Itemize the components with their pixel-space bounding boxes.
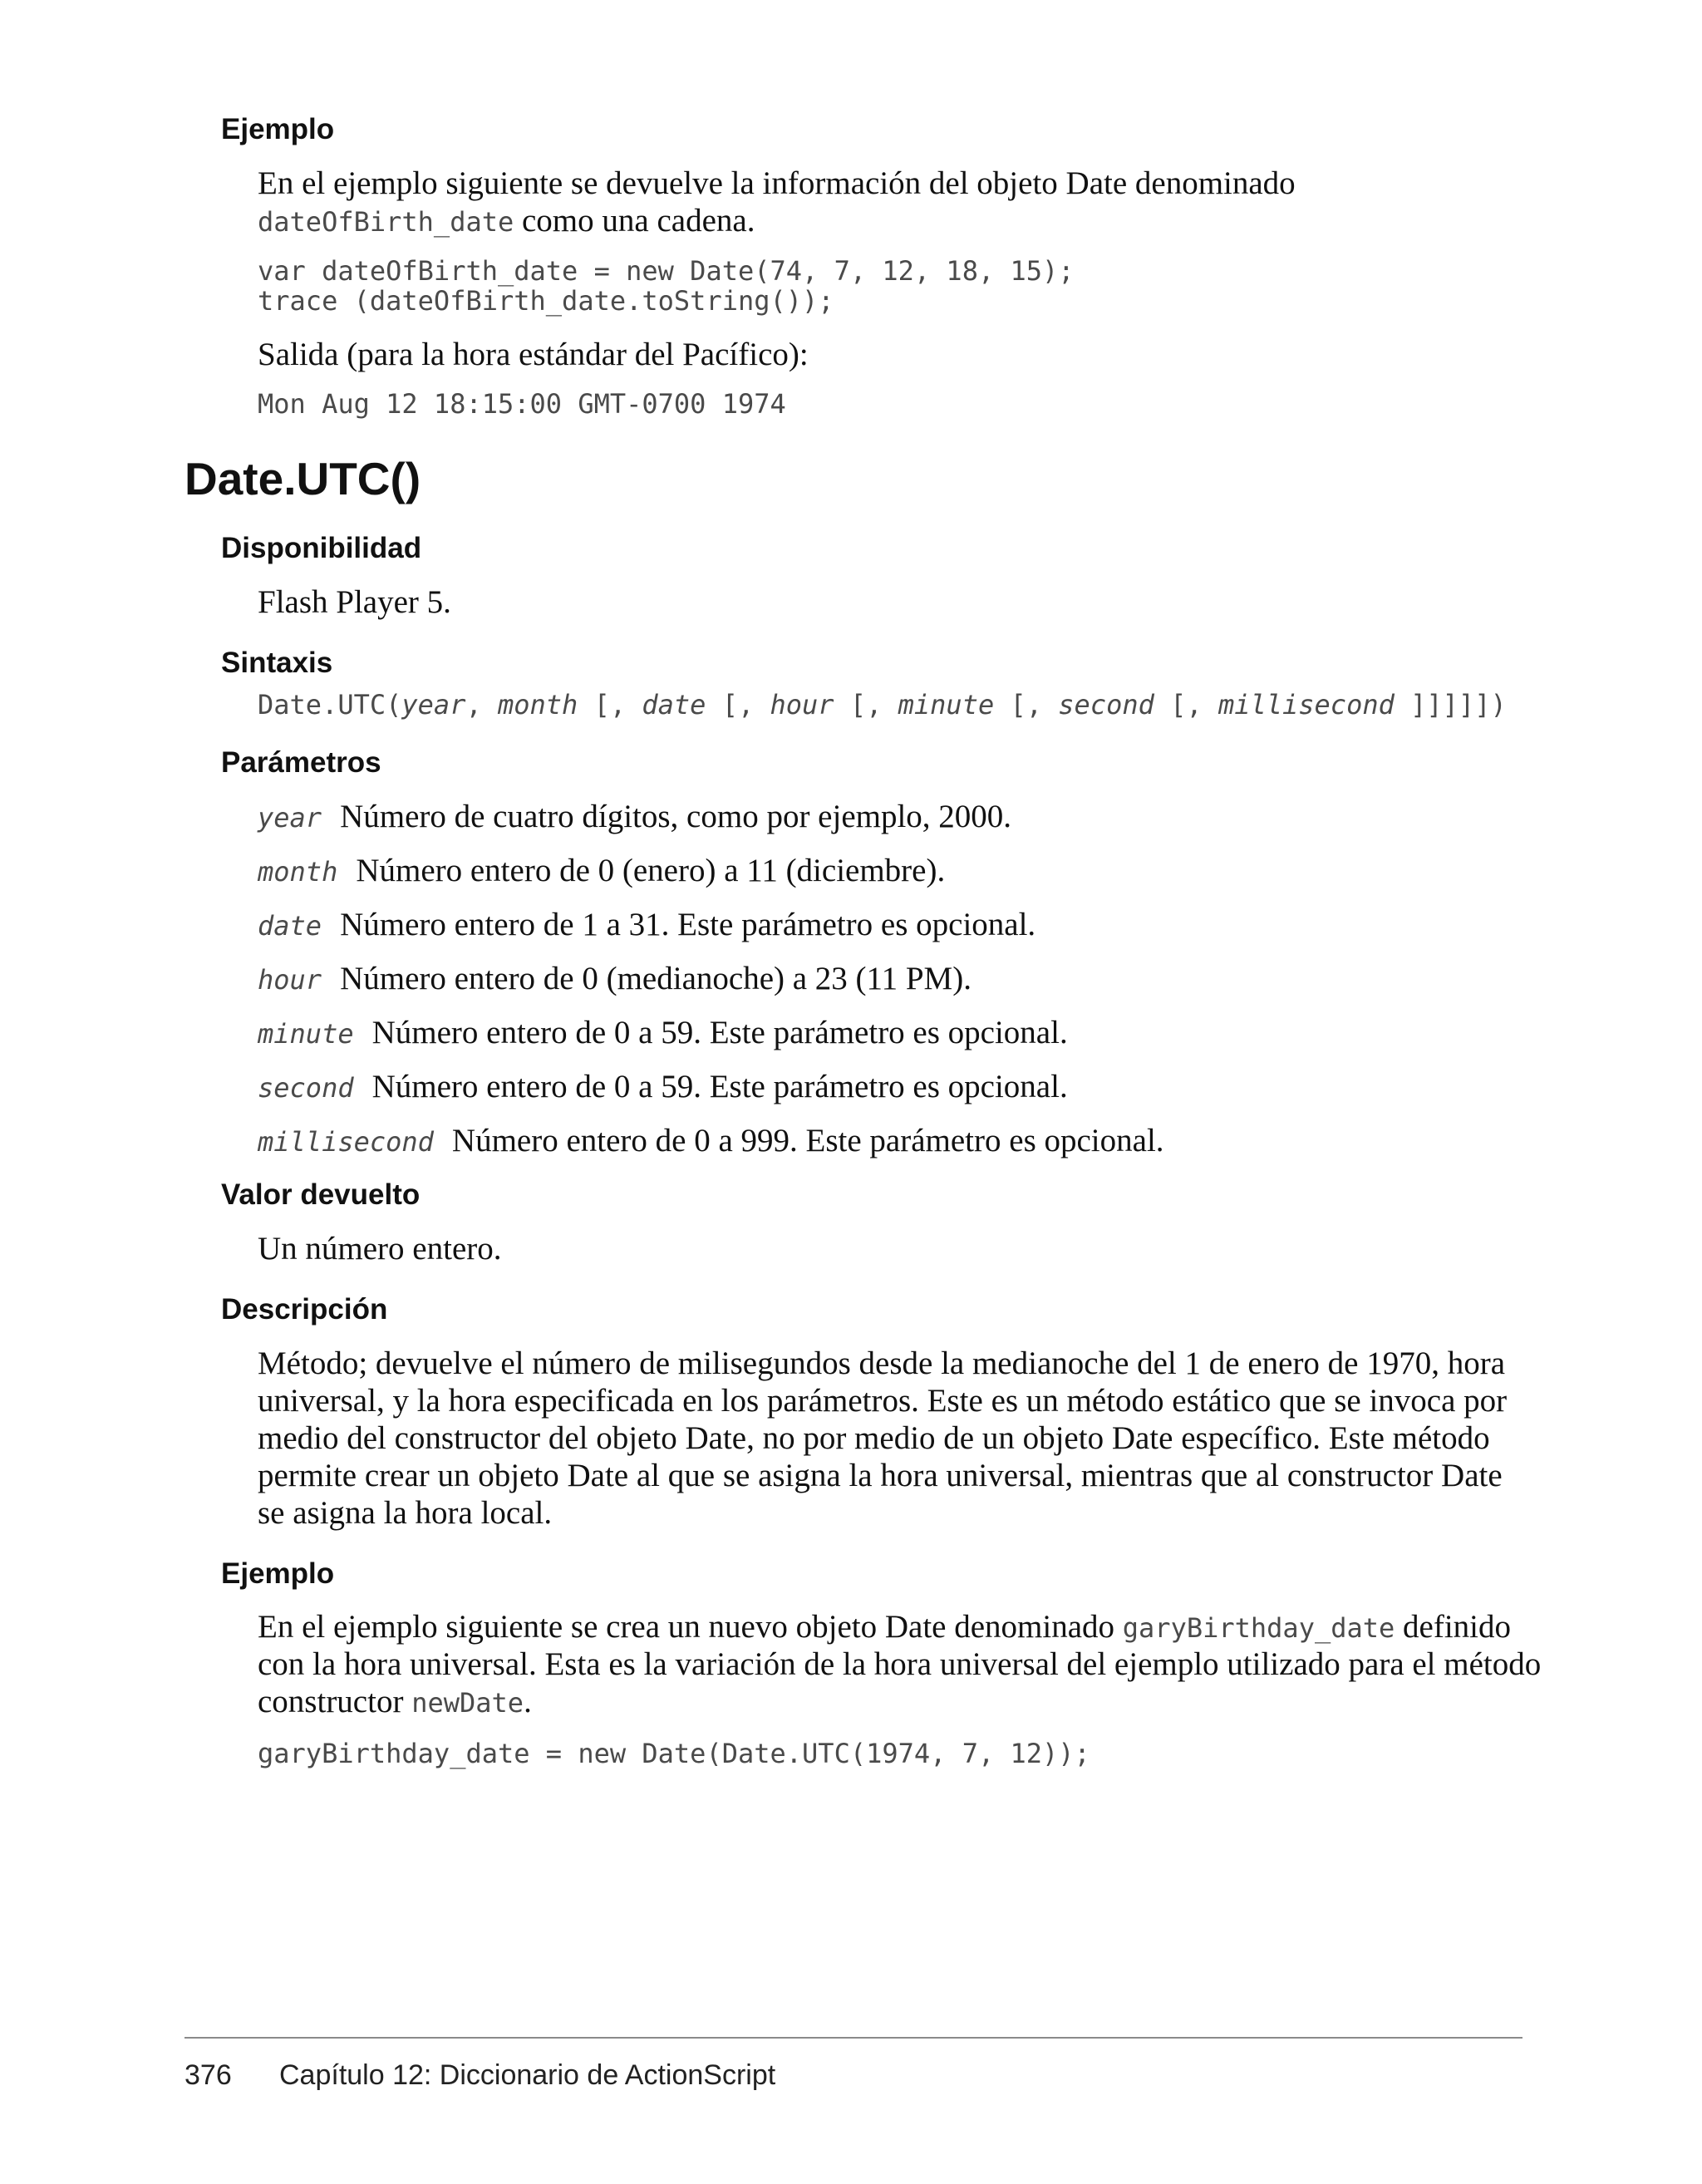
param-row-second	[258, 1068, 1068, 1107]
footer-divider	[184, 2037, 1522, 2039]
parameters-heading: Parámetros	[221, 746, 381, 779]
inline-code-dateofbirth: dateOfBirth_date	[258, 206, 514, 238]
example2-line1-rest: definido	[1395, 1609, 1511, 1645]
param-name: millisecond	[258, 1126, 434, 1158]
returns-text: Un número entero.	[258, 1231, 502, 1267]
syntax-sep: [,	[834, 689, 898, 721]
syntax-month: month	[497, 689, 578, 721]
returns-heading: Valor devuelto	[221, 1178, 421, 1211]
description-line: medio del constructor del objeto Date, no por medio de un objeto Date específico. Este método	[258, 1420, 1490, 1456]
syntax-millisecond: millisecond	[1217, 689, 1395, 721]
syntax-minute: minute	[898, 689, 995, 721]
param-name: date	[258, 910, 322, 942]
param-desc: Número entero de 1 a 31. Este parámetro es opcional.	[340, 907, 1036, 942]
example-intro-line2-rest: como una cadena.	[514, 203, 755, 239]
param-desc: Número entero de 0 a 59. Este parámetro es opcional.	[371, 1069, 1068, 1104]
param-name: hour	[258, 964, 322, 996]
param-row-millisecond	[258, 1122, 1164, 1161]
syntax-sep: [,	[706, 689, 770, 721]
param-name: year	[258, 802, 322, 834]
description-line: permite crear un objeto Date al que se asigna la hora universal, mientras que al constructor Date	[258, 1458, 1503, 1493]
syntax-prefix: Date.UTC(	[258, 689, 402, 721]
param-desc: Número de cuatro dígitos, como por ejemplo, 2000.	[340, 799, 1012, 834]
example2-line3-text: constructor	[258, 1684, 412, 1719]
example2-line1-text: En el ejemplo siguiente se crea un nuevo objeto Date denominado	[258, 1609, 1123, 1645]
code-line-1: var dateOfBirth_date = new Date(74, 7, 12, 18, 15);	[258, 255, 1075, 287]
syntax-hour: hour	[770, 689, 834, 721]
method-title: Date.UTC()	[184, 453, 421, 504]
example-heading: Ejemplo	[221, 113, 335, 145]
syntax-year: year	[401, 689, 466, 721]
syntax-sep: [,	[578, 689, 642, 721]
example2-code: garyBirthday_date = new Date(Date.UTC(1974, 7, 12));	[258, 1738, 1090, 1769]
param-name: minute	[258, 1018, 354, 1050]
param-name: month	[258, 856, 338, 888]
param-row-hour	[258, 960, 972, 999]
availability-text: Flash Player 5.	[258, 584, 451, 620]
param-row-month	[258, 852, 945, 891]
syntax-second: second	[1058, 689, 1154, 721]
chapter-title: Capítulo 12: Diccionario de ActionScript	[279, 2059, 776, 2091]
page-number: 376	[184, 2059, 232, 2091]
syntax-sep: ,	[465, 689, 498, 721]
syntax-sep: [,	[1154, 689, 1218, 721]
param-row-year	[258, 798, 1011, 837]
syntax-suffix: ]]]]])	[1394, 689, 1507, 721]
example-intro-line2	[258, 202, 755, 241]
output-label: Salida (para la hora estándar del Pacífico):	[258, 337, 809, 372]
example2-line3	[258, 1683, 532, 1722]
syntax-date: date	[642, 689, 706, 721]
param-desc: Número entero de 0 (medianoche) a 23 (11 PM).	[340, 961, 972, 996]
description-line: universal, y la hora especificada en los parámetros. Este es un método estático que se invoca por	[258, 1383, 1508, 1419]
param-desc: Número entero de 0 (enero) a 11 (diciembre).	[356, 853, 946, 888]
param-row-minute	[258, 1014, 1068, 1053]
syntax-code	[258, 690, 1507, 720]
example2-line2: con la hora universal. Esta es la variación de la hora universal del ejemplo utilizado para el método	[258, 1646, 1542, 1682]
param-desc: Número entero de 0 a 999. Este parámetro es opcional.	[451, 1123, 1164, 1158]
syntax-sep: [,	[994, 689, 1059, 721]
example2-line1	[258, 1608, 1511, 1647]
example-intro-line1: En el ejemplo siguiente se devuelve la información del objeto Date denominado	[258, 165, 1296, 201]
param-desc: Número entero de 0 a 59. Este parámetro es opcional.	[371, 1015, 1068, 1050]
syntax-heading: Sintaxis	[221, 647, 333, 679]
inline-code-newdate: newDate	[411, 1687, 524, 1719]
example2-heading: Ejemplo	[221, 1557, 335, 1590]
description-line: Método; devuelve el número de milisegundos desde la medianoche del 1 de enero de 1970, hora	[258, 1345, 1506, 1381]
param-name: second	[258, 1072, 354, 1104]
param-row-date	[258, 906, 1035, 945]
availability-heading: Disponibilidad	[221, 532, 422, 564]
code-line-2: trace (dateOfBirth_date.toString());	[258, 285, 834, 317]
example2-line3-rest: .	[524, 1684, 532, 1719]
inline-code-garybirthday: garyBirthday_date	[1122, 1612, 1395, 1644]
description-heading: Descripción	[221, 1293, 388, 1326]
description-line: se asigna la hora local.	[258, 1495, 553, 1531]
output-value: Mon Aug 12 18:15:00 GMT-0700 1974	[258, 388, 786, 420]
